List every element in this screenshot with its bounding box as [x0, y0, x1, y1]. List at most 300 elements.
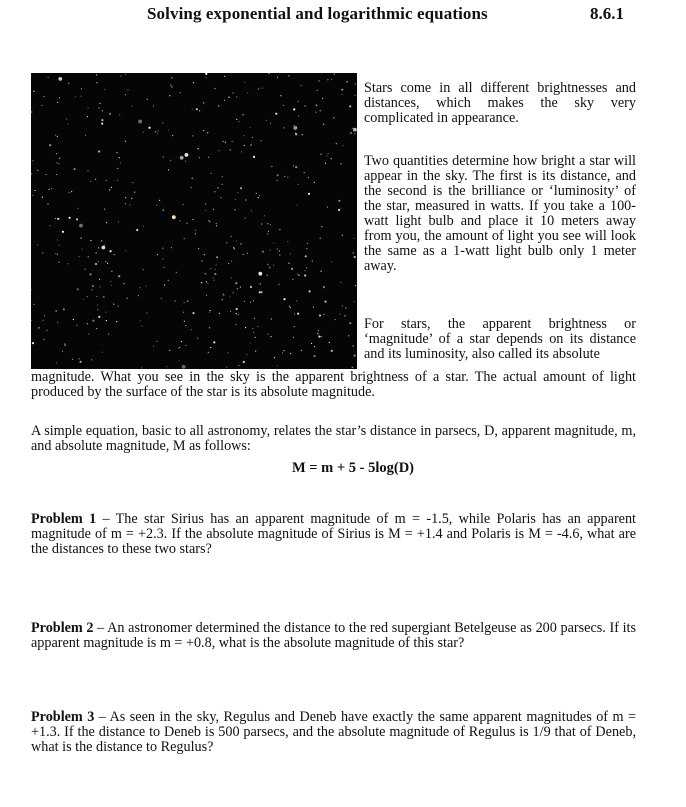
- magnitude-equation: [0, 460, 686, 477]
- star-dot: [297, 274, 298, 275]
- equation-text: M = m + 5 - 5log(D): [291, 460, 415, 476]
- star-dot: [301, 350, 302, 351]
- star-dot: [102, 352, 103, 353]
- star-dot: [280, 95, 281, 96]
- star-dot: [220, 197, 221, 198]
- star-dot: [298, 101, 299, 102]
- problem-text: – As seen in the sky, Regulus and Deneb have exactly the same apparent magnitudes of m = +1.3. If the distance to Deneb is 500 parsecs, and the absolute magnitude of Regulus is 1/9 that of Deneb, what is the distance to Regulus?: [31, 709, 636, 755]
- star-dot: [62, 351, 63, 352]
- star-dot: [274, 357, 275, 358]
- star-dot: [85, 269, 86, 270]
- star-dot: [117, 168, 118, 169]
- star-dot: [166, 366, 167, 367]
- star-dot: [219, 313, 220, 314]
- star-dot: [270, 123, 271, 124]
- star-dot: [71, 191, 72, 192]
- star-dot: [342, 145, 343, 146]
- star-dot: [277, 77, 278, 78]
- star-dot: [318, 80, 319, 81]
- star-dot: [241, 151, 242, 152]
- star-dot: [345, 307, 346, 308]
- star-dot: [59, 245, 60, 246]
- star-dot: [322, 98, 323, 99]
- star-dot: [171, 86, 172, 87]
- star-dot: [148, 127, 150, 129]
- star-dot: [284, 176, 285, 177]
- star-dot: [185, 345, 186, 346]
- star-dot: [293, 126, 297, 130]
- star-dot: [232, 141, 233, 142]
- star-dot: [95, 263, 97, 265]
- star-dot: [182, 204, 183, 205]
- star-dot: [198, 148, 199, 149]
- star-dot: [266, 120, 267, 121]
- star-dot: [59, 158, 60, 159]
- star-dot: [215, 269, 216, 270]
- star-dot: [244, 135, 245, 136]
- star-dot: [213, 341, 215, 343]
- star-dot: [290, 253, 291, 254]
- star-dot: [98, 107, 99, 108]
- star-dot: [196, 108, 198, 110]
- star-dot: [236, 96, 237, 97]
- star-dot: [88, 256, 89, 257]
- star-dot: [64, 343, 65, 344]
- star-dot: [276, 180, 277, 181]
- star-dot: [296, 300, 297, 301]
- star-dot: [341, 94, 342, 95]
- star-dot: [349, 105, 351, 107]
- star-dot: [283, 105, 284, 106]
- star-dot: [236, 119, 237, 120]
- star-dot: [288, 75, 289, 76]
- star-dot: [230, 296, 231, 297]
- star-dot: [311, 343, 312, 344]
- star-dot: [158, 130, 159, 131]
- star-dot: [56, 162, 57, 163]
- star-dot: [50, 225, 51, 226]
- star-dot: [116, 152, 117, 153]
- star-dot: [321, 336, 322, 337]
- star-dot: [214, 191, 215, 192]
- star-dot: [287, 241, 288, 242]
- star-dot: [253, 156, 255, 158]
- star-dot: [107, 263, 108, 264]
- star-dot: [101, 240, 102, 241]
- star-dot: [320, 238, 321, 239]
- star-dot: [199, 110, 200, 111]
- star-dot: [257, 326, 258, 327]
- star-dot: [226, 367, 227, 368]
- star-dot: [55, 218, 56, 219]
- star-dot: [171, 77, 172, 78]
- star-dot: [31, 289, 32, 290]
- star-dot: [42, 252, 43, 253]
- star-dot: [269, 266, 271, 268]
- star-dot: [238, 314, 239, 315]
- problem-2: [31, 621, 636, 651]
- star-dot: [104, 209, 105, 210]
- star-dot: [252, 137, 253, 138]
- star-dot: [110, 281, 111, 282]
- star-dot: [127, 89, 128, 90]
- star-dot: [355, 285, 356, 286]
- star-dot: [267, 233, 268, 234]
- star-dot: [90, 240, 91, 241]
- star-dot: [111, 285, 112, 286]
- star-dot: [89, 273, 91, 275]
- star-dot: [32, 160, 33, 161]
- star-dot: [287, 177, 288, 178]
- star-dot: [214, 88, 215, 89]
- star-dot: [354, 238, 355, 239]
- star-dot: [321, 226, 322, 227]
- star-dot: [293, 108, 295, 110]
- star-dot: [245, 217, 246, 218]
- star-dot: [225, 142, 226, 143]
- star-dot: [180, 92, 181, 93]
- star-dot: [184, 238, 185, 239]
- star-dot: [168, 280, 169, 281]
- star-dot: [43, 320, 44, 321]
- star-dot: [111, 187, 112, 188]
- star-dot: [336, 143, 337, 144]
- star-dot: [250, 144, 251, 145]
- star-dot: [156, 205, 157, 206]
- star-dot: [334, 74, 335, 75]
- star-dot: [327, 79, 328, 80]
- star-dot: [244, 145, 245, 146]
- star-dot: [223, 294, 224, 295]
- star-dot: [331, 350, 333, 352]
- problem-label: Problem 3: [31, 709, 95, 725]
- star-dot: [99, 286, 100, 287]
- star-dot: [339, 314, 340, 315]
- star-dot: [235, 209, 236, 210]
- star-dot: [213, 209, 214, 210]
- star-dot: [353, 252, 354, 253]
- star-dot: [218, 187, 219, 188]
- star-dot: [96, 328, 97, 329]
- star-dot: [209, 327, 210, 328]
- star-dot: [230, 149, 231, 150]
- star-dot: [168, 130, 169, 131]
- star-dot: [184, 302, 185, 303]
- star-dot: [162, 248, 163, 249]
- star-dot: [174, 300, 175, 301]
- star-dot: [116, 321, 117, 322]
- star-dot: [68, 123, 69, 124]
- star-dot: [230, 311, 231, 312]
- star-dot: [96, 252, 97, 253]
- star-dot: [313, 306, 314, 307]
- star-dot: [304, 270, 305, 271]
- star-dot: [247, 253, 248, 254]
- star-dot: [235, 199, 236, 200]
- star-dot: [314, 182, 315, 183]
- star-dot: [57, 254, 58, 255]
- star-dot: [210, 347, 211, 348]
- star-dot: [231, 277, 232, 278]
- star-dot: [245, 199, 246, 200]
- star-dot: [282, 352, 283, 353]
- star-dot: [58, 163, 59, 164]
- star-dot: [97, 304, 98, 305]
- star-dot: [41, 105, 42, 106]
- star-dot: [353, 128, 357, 132]
- star-dot: [103, 296, 105, 298]
- star-dot: [297, 205, 298, 206]
- star-dot: [304, 274, 306, 276]
- star-dot: [51, 188, 52, 189]
- star-dot: [354, 133, 355, 134]
- star-dot: [256, 193, 257, 194]
- star-dot: [244, 82, 245, 83]
- star-dot: [278, 284, 279, 285]
- star-dot: [46, 330, 47, 331]
- star-dot: [48, 77, 49, 78]
- star-dot: [102, 246, 106, 250]
- star-dot: [49, 189, 50, 190]
- star-dot: [37, 244, 38, 245]
- star-dot: [106, 222, 107, 223]
- star-dot: [348, 335, 349, 336]
- star-dot: [267, 264, 268, 265]
- star-dot: [164, 285, 165, 286]
- star-dot: [240, 287, 241, 288]
- star-dot: [294, 326, 295, 327]
- star-dot: [109, 189, 110, 190]
- star-dot: [327, 207, 328, 208]
- star-dot: [273, 242, 274, 243]
- star-dot: [134, 192, 135, 193]
- star-dot: [354, 354, 356, 356]
- star-dot: [255, 337, 256, 338]
- star-dot: [308, 177, 309, 178]
- star-dot: [57, 322, 58, 323]
- star-dot: [342, 235, 343, 236]
- star-dot: [342, 305, 343, 306]
- star-dot: [237, 288, 238, 289]
- star-dot: [105, 312, 106, 313]
- star-dot: [203, 130, 204, 131]
- star-dot: [42, 197, 43, 198]
- star-dot: [349, 322, 350, 323]
- star-dot: [260, 283, 261, 284]
- star-dot: [262, 88, 263, 89]
- star-dot: [101, 119, 103, 121]
- star-dot: [56, 174, 57, 175]
- star-dot: [316, 105, 317, 106]
- star-dot: [169, 95, 170, 96]
- problem-label: Problem 1: [31, 511, 97, 527]
- star-dot: [253, 300, 254, 301]
- star-dot: [258, 88, 259, 89]
- star-dot: [168, 169, 169, 170]
- star-dot: [301, 85, 302, 86]
- star-dot: [153, 106, 154, 107]
- star-dot: [293, 337, 294, 338]
- star-dot: [236, 313, 237, 314]
- star-dot: [210, 268, 211, 269]
- star-dot: [49, 144, 51, 146]
- star-dot: [271, 166, 272, 167]
- star-dot: [268, 231, 269, 232]
- star-dot: [318, 336, 320, 338]
- star-dot: [92, 320, 94, 322]
- star-dot: [57, 136, 58, 137]
- star-dot: [205, 210, 206, 211]
- star-dot: [143, 269, 144, 270]
- star-dot: [181, 341, 182, 342]
- star-dot: [79, 256, 80, 257]
- problem-text: – The star Sirius has an apparent magnitude of m = -1.5, while Polaris has an apparent magnitude of m = +2.3. If the absolute magnitude of Sirius is M = +1.4 and Polaris is M = -4.6, what are the distances to these two stars?: [31, 511, 636, 557]
- star-dot: [119, 114, 120, 115]
- star-dot: [102, 110, 103, 111]
- star-dot: [264, 215, 265, 216]
- star-dot: [261, 223, 262, 224]
- problem-1: [31, 512, 636, 557]
- star-dot: [90, 181, 91, 182]
- star-dot: [179, 347, 180, 348]
- star-dot: [335, 319, 336, 320]
- star-dot: [156, 341, 157, 342]
- star-dot: [317, 90, 318, 91]
- star-dot: [312, 260, 313, 261]
- star-dot: [284, 127, 285, 128]
- star-dot: [169, 350, 170, 351]
- star-dot: [314, 346, 315, 347]
- star-dot: [62, 231, 64, 233]
- star-dot: [31, 320, 32, 321]
- star-dot: [79, 224, 83, 228]
- star-dot: [250, 286, 252, 288]
- star-dot: [185, 161, 186, 162]
- star-dot: [74, 168, 76, 170]
- star-dot: [180, 156, 184, 160]
- star-dot: [163, 210, 164, 211]
- star-dot: [171, 247, 172, 248]
- problem-text: – An astronomer determined the distance to the red supergiant Betelgeuse as 200 parsecs. If its apparent magnitude is m = +0.8, what is the absolute magnitude of this star?: [31, 620, 637, 651]
- star-dot: [238, 365, 239, 366]
- star-dot: [203, 102, 204, 103]
- star-dot: [69, 192, 70, 193]
- star-dot: [238, 121, 239, 122]
- star-dot: [299, 275, 300, 276]
- star-dot: [288, 263, 289, 264]
- star-dot: [85, 135, 86, 136]
- star-dot: [273, 265, 274, 266]
- star-dot: [208, 220, 209, 221]
- star-dot: [213, 277, 214, 278]
- star-dot: [244, 301, 245, 302]
- star-dot: [120, 162, 121, 163]
- star-dot: [198, 248, 199, 249]
- star-dot: [260, 291, 262, 293]
- star-dot: [207, 132, 208, 133]
- star-dot: [340, 163, 341, 164]
- star-dot: [87, 323, 88, 324]
- star-dot: [323, 314, 324, 315]
- star-dot: [31, 111, 33, 113]
- star-dot: [353, 345, 354, 346]
- star-dot: [213, 280, 214, 281]
- star-dot: [120, 76, 121, 77]
- star-dot: [267, 275, 268, 276]
- star-dot: [98, 261, 99, 262]
- star-dot: [346, 81, 348, 83]
- star-dot: [279, 255, 280, 256]
- star-dot: [155, 131, 156, 132]
- star-dot: [222, 176, 223, 177]
- star-dot: [118, 221, 119, 222]
- star-dot: [59, 97, 60, 98]
- star-dot: [308, 193, 310, 195]
- star-dot: [245, 327, 246, 328]
- star-dot: [157, 254, 158, 255]
- star-dot: [323, 286, 325, 288]
- star-dot: [76, 218, 78, 220]
- equation-intro-text: A simple equation, basic to all astronomy, relates the star’s distance in parsecs, D, apparent magnitude, m, and absolute magnitude, M as follows:: [31, 423, 636, 454]
- star-dot: [33, 91, 34, 92]
- star-dot: [172, 135, 173, 136]
- intro-paragraph-3-end: magnitude. What you see in the sky is the apparent brightness of a star. The actual amount of light produced by the surface of the star is its absolute magnitude.: [31, 369, 636, 400]
- star-dot: [132, 182, 133, 183]
- star-dot: [355, 84, 356, 85]
- star-dot: [32, 195, 33, 196]
- star-dot: [240, 243, 241, 244]
- star-dot: [57, 102, 58, 103]
- star-dot: [218, 105, 219, 106]
- star-field-image: [31, 73, 357, 369]
- star-dot: [66, 118, 67, 119]
- star-dot: [129, 204, 130, 205]
- star-dot: [75, 96, 76, 97]
- star-dot: [210, 310, 211, 311]
- star-dot: [55, 253, 56, 254]
- star-dot: [338, 200, 340, 202]
- star-dot: [354, 95, 355, 96]
- star-dot: [131, 106, 132, 107]
- star-dot: [283, 298, 285, 300]
- star-dot: [87, 170, 88, 171]
- star-dot: [251, 210, 252, 211]
- star-dot: [184, 321, 185, 322]
- star-dot: [252, 328, 253, 329]
- star-dot: [352, 367, 353, 368]
- star-dot: [262, 251, 264, 253]
- star-dot: [216, 256, 218, 258]
- star-dot: [143, 226, 144, 227]
- star-dot: [270, 249, 271, 250]
- star-dot: [275, 113, 277, 115]
- star-dot: [162, 123, 163, 124]
- star-dot: [105, 261, 106, 262]
- star-dot: [236, 240, 237, 241]
- star-dot: [125, 250, 126, 251]
- star-dot: [237, 192, 238, 193]
- star-dot: [295, 166, 297, 168]
- star-dot: [250, 342, 251, 343]
- star-dot: [270, 224, 271, 225]
- star-dot: [179, 360, 180, 361]
- star-dot: [119, 157, 120, 158]
- star-dot: [228, 352, 229, 353]
- star-dot: [222, 184, 223, 185]
- star-dot: [96, 82, 97, 83]
- star-dot: [100, 103, 101, 104]
- star-dot: [306, 248, 307, 249]
